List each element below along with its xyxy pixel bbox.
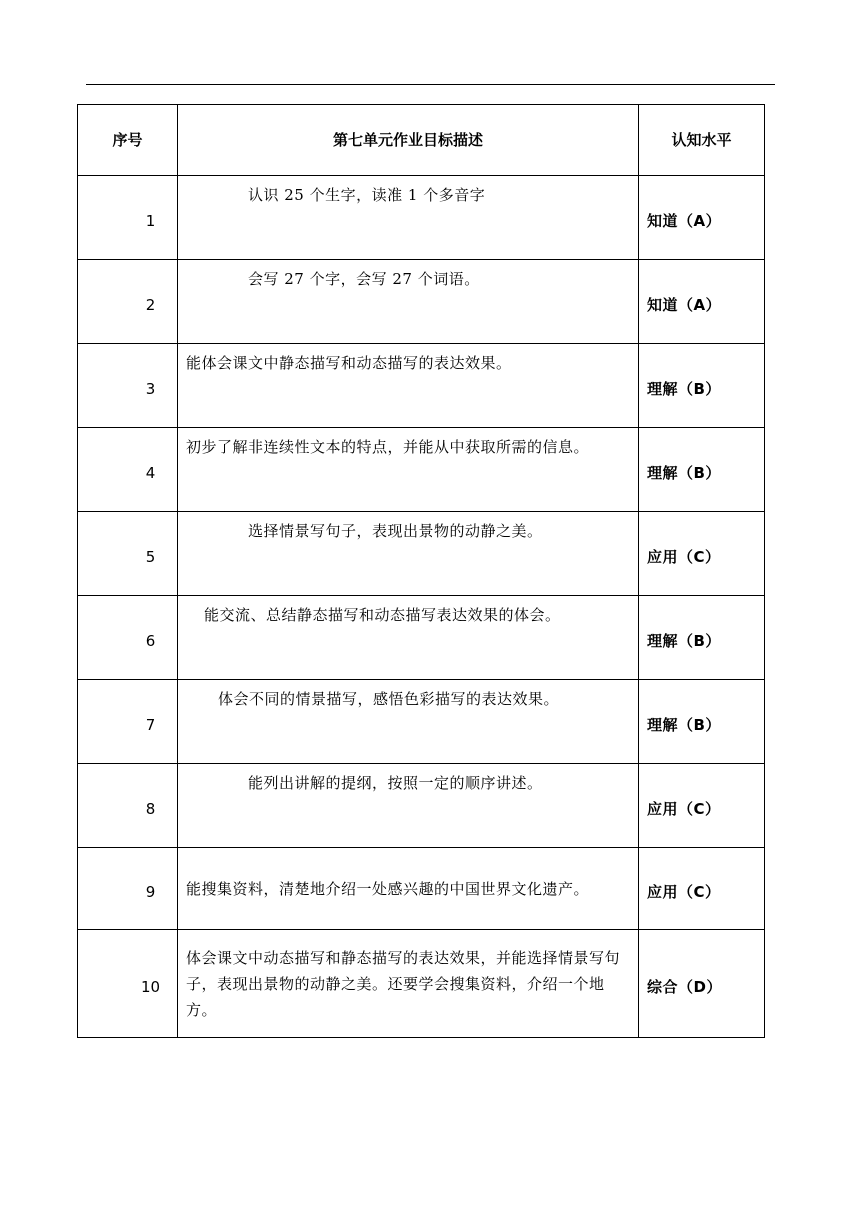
row-number: 3 — [78, 344, 178, 428]
row-level: 理解（B） — [639, 344, 765, 428]
header-level: 认知水平 — [639, 105, 765, 176]
row-description: 能交流、总结静态描写和动态描写表达效果的体会。 — [178, 596, 639, 680]
row-level: 理解（B） — [639, 596, 765, 680]
row-level: 应用（C） — [639, 512, 765, 596]
row-description: 能搜集资料，清楚地介绍一处感兴趣的中国世界文化遗产。 — [178, 848, 639, 930]
row-description: 会写 27 个字，会写 27 个词语。 — [178, 260, 639, 344]
table-row — [78, 512, 765, 596]
row-level: 知道（A） — [639, 260, 765, 344]
row-number: 10 — [78, 930, 178, 1038]
header-number: 序号 — [78, 105, 178, 176]
row-level: 理解（B） — [639, 428, 765, 512]
row-number: 8 — [78, 764, 178, 848]
row-number: 6 — [78, 596, 178, 680]
row-number: 7 — [78, 680, 178, 764]
row-description: 能列出讲解的提纲，按照一定的顺序讲述。 — [178, 764, 639, 848]
table-row — [78, 848, 765, 930]
table-row — [78, 680, 765, 764]
row-number: 5 — [78, 512, 178, 596]
row-number: 9 — [78, 848, 178, 930]
table-row — [78, 344, 765, 428]
table-row — [78, 428, 765, 512]
table-row — [78, 176, 765, 260]
table-row — [78, 260, 765, 344]
row-level: 知道（A） — [639, 176, 765, 260]
row-level: 理解（B） — [639, 680, 765, 764]
row-level: 应用（C） — [639, 848, 765, 930]
row-description: 能体会课文中静态描写和动态描写的表达效果。 — [178, 344, 639, 428]
header-description: 第七单元作业目标描述 — [178, 105, 639, 176]
row-description: 体会课文中动态描写和静态描写的表达效果，并能选择情景写句子，表现出景物的动静之美。还要学会搜集资料，介绍一个地方。 — [178, 930, 639, 1038]
row-number: 1 — [78, 176, 178, 260]
row-level: 综合（D） — [639, 930, 765, 1038]
row-description: 体会不同的情景描写，感悟色彩描写的表达效果。 — [178, 680, 639, 764]
unit-goals-table — [77, 104, 765, 1038]
row-description: 初步了解非连续性文本的特点，并能从中获取所需的信息。 — [178, 428, 639, 512]
table-row — [78, 596, 765, 680]
row-number: 2 — [78, 260, 178, 344]
row-description: 认识 25 个生字，读准 1 个多音字 — [178, 176, 639, 260]
header-rule — [86, 84, 775, 85]
row-level: 应用（C） — [639, 764, 765, 848]
row-number: 4 — [78, 428, 178, 512]
table-header-row — [78, 105, 765, 176]
row-description: 选择情景写句子，表现出景物的动静之美。 — [178, 512, 639, 596]
table-row — [78, 930, 765, 1038]
table-row — [78, 764, 765, 848]
